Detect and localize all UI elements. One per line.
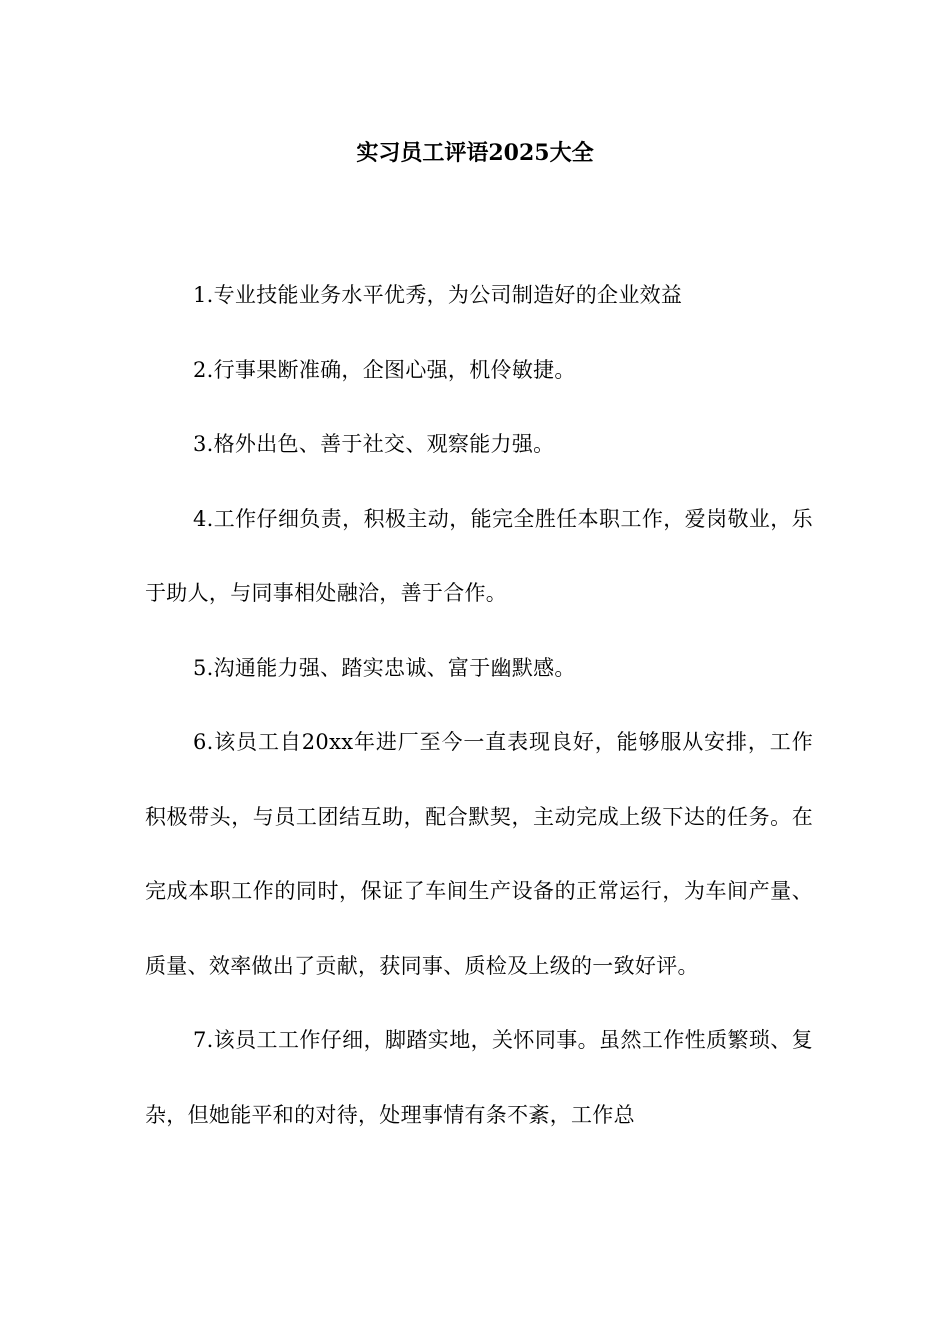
paragraph-3: 3.格外出色、善于社交、观察能力强。: [193, 432, 555, 456]
paragraph-4: 4.工作仔细负责，积极主动，能完全胜任本职工作，爱岗敬业，乐于助人，与同事相处融洽，善于合作。: [145, 506, 813, 605]
document-body: [145, 258, 813, 1152]
paragraph-6: 6.该员工自20xx年进厂至今一直表现良好，能够服从安排，工作积极带头，与员工团结互助，配合默契，主动完成上级下达的任务。在完成本职工作的同时，保证了车间生产设备的正常运行，为车间产量、质量、效率做出了贡献，获同事、质检及上级的一致好评。: [145, 730, 813, 978]
paragraph-1: 1.专业技能业务水平优秀，为公司制造好的企业效益: [193, 283, 683, 307]
document-title: 实习员工评语2025大全: [356, 140, 594, 166]
paragraph-5: 5.沟通能力强、踏实忠诚、富于幽默感。: [193, 655, 576, 680]
paragraph-7: 7.该员工工作仔细，脚踏实地，关怀同事。虽然工作性质繁琐、复杂，但她能平和的对待，处理事情有条不紊，工作总: [145, 1028, 813, 1127]
paragraph-2: 2.行事果断准确，企图心强，机伶敏捷。: [193, 357, 576, 382]
